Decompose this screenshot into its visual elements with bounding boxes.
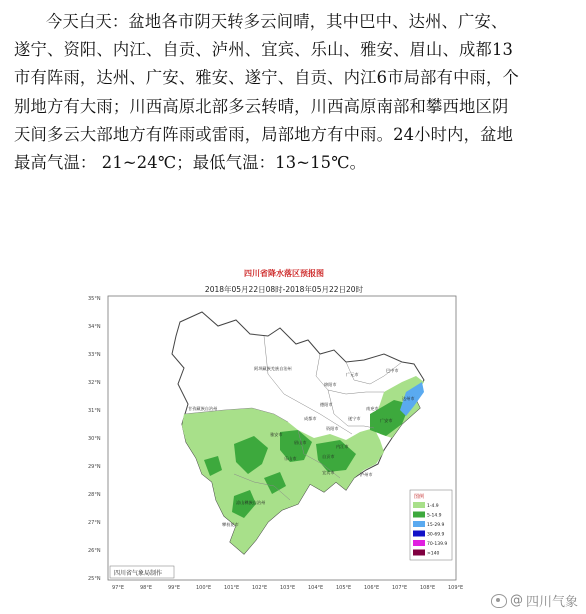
place-name: 德阳市 — [320, 402, 333, 407]
lon-label: 101°E — [224, 585, 240, 591]
legend-swatch — [413, 540, 425, 546]
lat-label: 27°N — [88, 520, 101, 526]
precipitation-map — [84, 264, 484, 594]
watermark-at: @ — [509, 593, 523, 608]
map-title: 四川省降水落区预报图 — [244, 269, 324, 278]
map-canvas — [84, 264, 484, 594]
place-name: 泸州市 — [360, 472, 373, 477]
place-name: 乐山市 — [284, 456, 297, 461]
forecast-paragraph — [14, 8, 576, 177]
legend-swatch — [413, 512, 425, 518]
lat-label: 30°N — [88, 436, 101, 442]
weibo-watermark — [491, 591, 578, 610]
lon-label: 109°E — [448, 585, 464, 591]
place-name: 广元市 — [346, 372, 359, 377]
lon-label: 104°E — [308, 585, 324, 591]
legend-label: 15-29.9 — [427, 523, 445, 528]
lat-label: 34°N — [88, 324, 101, 330]
lat-label: 28°N — [88, 492, 101, 498]
forecast-line: 天间多云大部地方有阵雨或雷雨，局部地方有中雨。24小时内，盆地 — [14, 124, 514, 144]
place-name: 南充市 — [366, 406, 379, 411]
legend-swatch — [413, 531, 425, 537]
forecast-line: 市有阵雨，达州、广安、雅安、遂宁、自贡、内江6市局部有中雨，个 — [14, 68, 519, 88]
place-name: 绵阳市 — [324, 382, 337, 387]
lon-label: 105°E — [336, 585, 352, 591]
lon-label: 103°E — [280, 585, 296, 591]
legend-title: 图例 — [414, 494, 425, 500]
lon-label: 100°E — [196, 585, 212, 591]
lon-label: 108°E — [420, 585, 436, 591]
place-name: 内江市 — [336, 444, 349, 449]
place-name: 资阳市 — [326, 426, 339, 431]
place-name: 眉山市 — [294, 440, 307, 445]
lat-label: 35°N — [88, 296, 101, 302]
lat-label: 25°N — [88, 576, 101, 582]
forecast-line: 遂宁、资阳、内江、自贡、泸州、宜宾、乐山、雅安、眉山、成都13 — [14, 40, 514, 60]
lat-label: 26°N — [88, 548, 101, 554]
legend-label: >140 — [427, 551, 440, 557]
lon-label: 98°E — [140, 585, 153, 591]
lon-label: 106°E — [364, 585, 380, 591]
place-name: 自贡市 — [322, 454, 335, 459]
place-name: 巴中市 — [386, 368, 399, 373]
place-name: 雅安市 — [270, 432, 283, 437]
legend — [410, 490, 452, 560]
lat-label: 31°N — [88, 408, 101, 414]
place-name: 达州市 — [402, 396, 415, 401]
legend-swatch — [413, 521, 425, 527]
watermark-handle: 四川气象 — [525, 595, 578, 610]
place-name: 甘孜藏族自治州 — [188, 406, 218, 411]
legend-label: 70-139.9 — [427, 542, 448, 547]
forecast-line: 今天白天：盆地各市阴天转多云间晴，其中巴中、达州、广安、 — [46, 12, 508, 31]
place-name: 宜宾市 — [322, 470, 335, 475]
forecast-line: 别地方有大雨；川西高原北部多云转晴，川西高原南部和攀西地区阴 — [14, 96, 509, 116]
lat-label: 32°N — [88, 380, 101, 386]
legend-label: 30-69.9 — [427, 532, 445, 538]
lon-label: 102°E — [252, 585, 268, 591]
place-name: 凉山彝族自治州 — [236, 500, 266, 505]
lon-label: 97°E — [112, 585, 125, 591]
lat-label: 33°N — [88, 352, 101, 358]
forecast-line: 最高气温： 21~24℃；最低气温：13~15℃。 — [14, 153, 367, 173]
map-credit: 四川省气象局制作 — [114, 570, 163, 577]
map-subtitle: 2018年05月22日08时-2018年05月22日20时 — [204, 285, 364, 294]
place-name: 攀枝花市 — [222, 522, 239, 527]
latitude-labels — [88, 296, 101, 582]
lat-label: 29°N — [88, 464, 101, 470]
place-name: 遂宁市 — [348, 416, 361, 421]
longitude-labels — [112, 585, 463, 591]
weibo-icon — [491, 594, 507, 608]
lon-label: 107°E — [392, 585, 408, 591]
place-name: 广安市 — [380, 418, 393, 423]
legend-swatch — [413, 502, 425, 508]
legend-swatch — [413, 550, 425, 556]
legend-label: 5-14.9 — [427, 513, 442, 519]
lon-label: 99°E — [168, 585, 181, 591]
legend-label: 1-4.9 — [427, 504, 439, 509]
place-name: 成都市 — [304, 416, 317, 421]
place-name: 阿坝藏族羌族自治州 — [254, 366, 292, 371]
